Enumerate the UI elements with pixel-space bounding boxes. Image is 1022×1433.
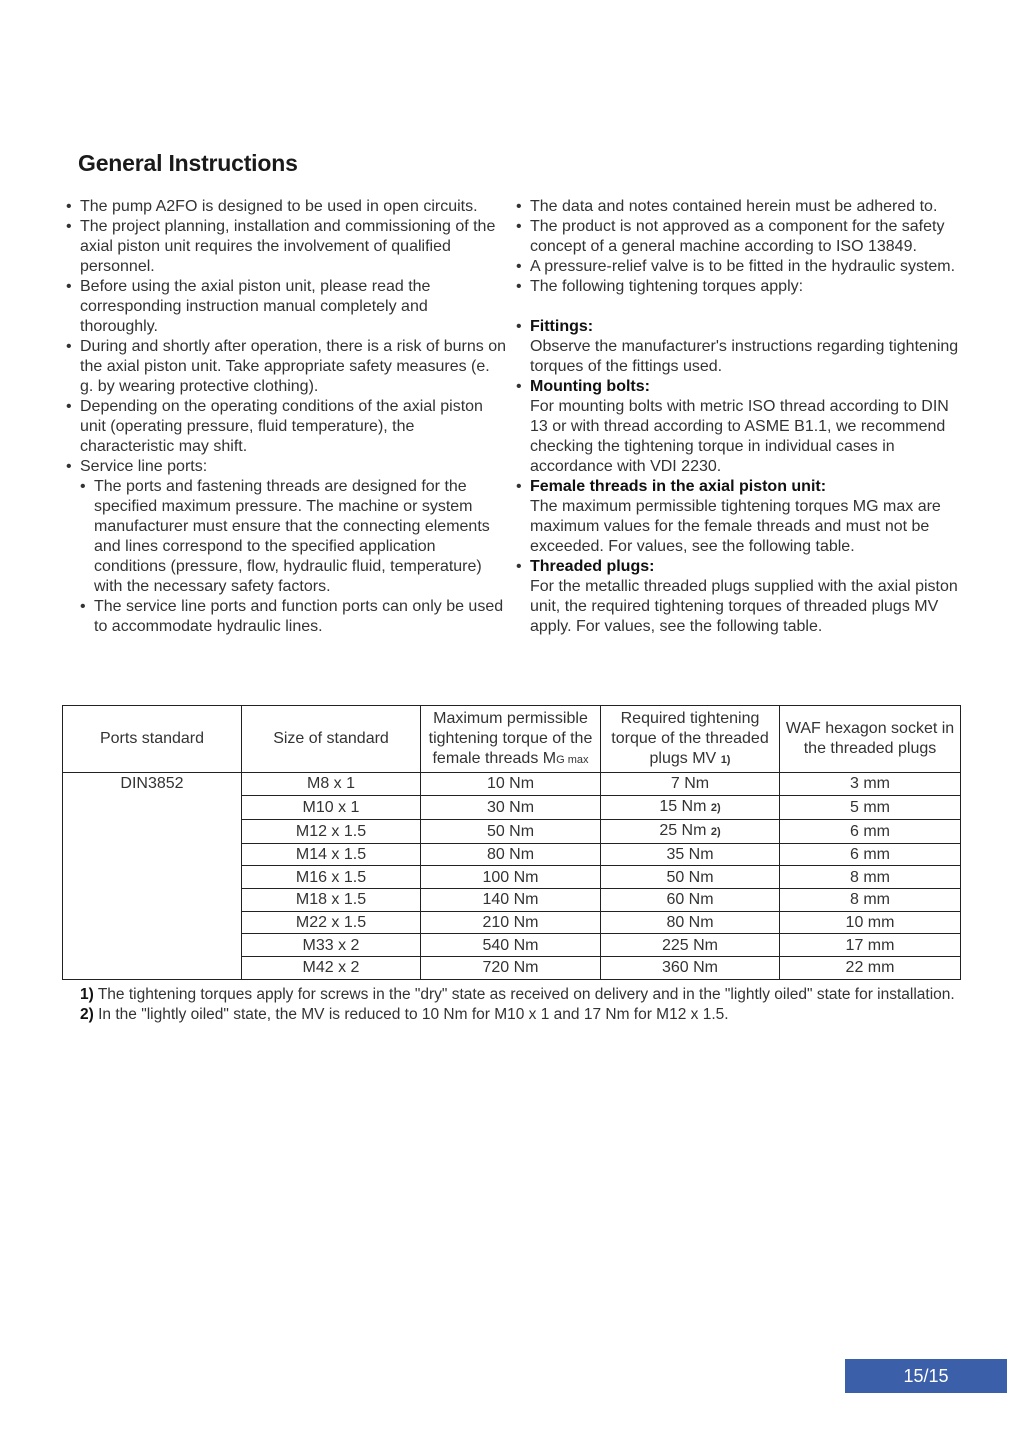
- list-item: • Service line ports:: [62, 457, 507, 477]
- cell-max-torque-value: 720 Nm: [482, 959, 539, 977]
- item-heading: Female threads in the axial piston unit:: [530, 478, 827, 495]
- cell-size-value: M16 x 1.5: [295, 868, 367, 886]
- cell-max-torque-value: 50 Nm: [486, 822, 535, 840]
- list-item: • A pressure-relief valve is to be fitted in the hydraulic system.: [512, 257, 962, 277]
- cell-waf: [780, 795, 961, 819]
- item-body: For the metallic threaded plugs supplied with the axial piston unit, the required tightening torques of threaded plugs MV apply. For values, see the following table.: [530, 578, 958, 635]
- cell-waf: [780, 843, 961, 866]
- list-item: • During and shortly after operation, there is a risk of burns on the axial piston unit. Take appropriate safety measures (e. g. by wearing protective clothing).: [62, 337, 507, 397]
- cell-waf-value: 6 mm: [850, 822, 890, 840]
- cell-waf: [780, 934, 961, 957]
- cell-max-torque: [421, 866, 601, 889]
- header-max-torque: [421, 706, 601, 773]
- list-item-female-threads: [512, 477, 962, 557]
- cell-required-torque-value: 15 Nm: [659, 797, 707, 815]
- footnote-mark: 2): [710, 825, 721, 838]
- cell-max-torque: [421, 957, 601, 980]
- cell-waf-value: 3 mm: [850, 775, 890, 793]
- list-spacer: [512, 297, 962, 317]
- cell-size: [242, 934, 421, 957]
- footnote-mark: 1): [80, 986, 94, 1003]
- footnote-text: The tightening torques apply for screws in the "dry" state as received on delivery and in the "lightly oiled" state for installation.: [97, 986, 955, 1003]
- footnote-text: In the "lightly oiled" state, the MV is reduced to 10 Nm for M10 x 1 and 17 Nm for M12 x 1.5.: [98, 1006, 729, 1023]
- cell-max-torque-value: 210 Nm: [482, 914, 539, 932]
- table-body: [63, 773, 961, 980]
- cell-max-torque: [421, 819, 601, 843]
- tightening-torque-table: [62, 705, 961, 980]
- cell-required-torque-value: 7 Nm: [670, 775, 710, 793]
- footnote-2: [80, 1005, 955, 1025]
- cell-max-torque-value: 100 Nm: [482, 868, 539, 886]
- left-instruction-list: [62, 197, 507, 637]
- cell-waf: [780, 866, 961, 889]
- cell-required-torque-value: 225 Nm: [661, 936, 719, 954]
- cell-required-torque: [601, 934, 780, 957]
- cell-size-value: M12 x 1.5: [295, 822, 367, 840]
- cell-waf: [780, 957, 961, 980]
- cell-required-torque-value: 35 Nm: [666, 846, 714, 864]
- cell-waf-value: 17 mm: [845, 936, 895, 954]
- cell-required-torque-value: 360 Nm: [661, 959, 719, 977]
- right-instruction-list: [512, 197, 962, 637]
- item-body: The maximum permissible tightening torques MG max are maximum values for the female threads and must not be exceeded. For values, see the following table.: [530, 498, 941, 555]
- page-number-badge: 15/15: [845, 1359, 1007, 1393]
- cell-max-torque: [421, 773, 601, 796]
- list-item-fittings: [512, 317, 962, 377]
- cell-waf-value: 6 mm: [850, 846, 890, 864]
- cell-waf-value: 5 mm: [850, 798, 890, 816]
- cell-required-torque: [601, 866, 780, 889]
- cell-required-torque: [601, 957, 780, 980]
- header-required-torque-label: Required tightening torque of the threaded plugs MV: [611, 709, 769, 767]
- header-ports-standard: Ports standard: [63, 706, 242, 773]
- cell-waf: [780, 889, 961, 912]
- item-heading: Fittings:: [530, 318, 594, 335]
- cell-size-value: M18 x 1.5: [295, 891, 367, 909]
- cell-size: [242, 911, 421, 934]
- list-item: • Before using the axial piston unit, please read the corresponding instruction manual completely and thoroughly.: [62, 277, 507, 337]
- cell-required-torque: [601, 911, 780, 934]
- cell-ports-standard: DIN3852: [63, 773, 242, 980]
- cell-waf: [780, 819, 961, 843]
- cell-size-value: M33 x 2: [302, 936, 360, 954]
- cell-max-torque-value: 80 Nm: [486, 846, 535, 864]
- cell-size-value: M8 x 1: [306, 775, 355, 793]
- cell-size: [242, 843, 421, 866]
- cell-size: [242, 795, 421, 819]
- header-max-torque-label: Maximum permissible tightening torque of the female threads M: [428, 709, 593, 767]
- list-item: • Depending on the operating conditions of the axial piston unit (operating pressure, fluid temperature), the characteristic may shift.: [62, 397, 507, 457]
- header-size-of-standard: Size of standard: [242, 706, 421, 773]
- cell-waf-value: 10 mm: [845, 914, 895, 932]
- cell-max-torque: [421, 911, 601, 934]
- cell-size-value: M14 x 1.5: [295, 846, 367, 864]
- cell-required-torque-value: 60 Nm: [666, 891, 714, 909]
- cell-size: [242, 889, 421, 912]
- cell-size: [242, 773, 421, 796]
- list-item: • The product is not approved as a component for the safety concept of a general machine according to ISO 13849.: [512, 217, 962, 257]
- item-heading: Threaded plugs:: [530, 558, 655, 575]
- item-body: Observe the manufacturer's instructions regarding tightening torques of the fittings used.: [530, 338, 959, 375]
- page-title: General Instructions: [78, 150, 298, 176]
- footnote-1: [80, 985, 955, 1005]
- cell-required-torque: [601, 843, 780, 866]
- cell-size: [242, 866, 421, 889]
- cell-waf-value: 8 mm: [850, 891, 890, 909]
- cell-required-torque: [601, 819, 780, 843]
- footnote-mark: 2): [80, 1006, 94, 1023]
- cell-size-value: M10 x 1: [302, 798, 360, 816]
- cell-waf: [780, 773, 961, 796]
- cell-required-torque: [601, 773, 780, 796]
- cell-waf-value: 22 mm: [845, 959, 895, 977]
- cell-max-torque: [421, 934, 601, 957]
- cell-max-torque: [421, 795, 601, 819]
- sub-list-item: • The ports and fastening threads are designed for the specified maximum pressure. The machine or system manufacturer must ensure that the connecting elements and lines correspond to the specified application conditions (pressure, flow, hydraulic fluid, temperature) with the necessary safety factors.: [62, 477, 507, 597]
- cell-size-value: M22 x 1.5: [295, 914, 367, 932]
- list-item: • The project planning, installation and commissioning of the axial piston unit requires the involvement of qualified personnel.: [62, 217, 507, 277]
- sub-list-item: • The service line ports and function ports can only be used to accommodate hydraulic lines.: [62, 597, 507, 637]
- cell-max-torque-value: 140 Nm: [482, 891, 539, 909]
- cell-max-torque-value: 540 Nm: [482, 936, 539, 954]
- item-heading: Mounting bolts:: [530, 378, 650, 395]
- table-header-row: [63, 706, 961, 773]
- header-max-torque-subscript: G max: [556, 753, 589, 766]
- cell-required-torque: [601, 889, 780, 912]
- header-required-torque: [601, 706, 780, 773]
- cell-max-torque: [421, 843, 601, 866]
- footnote-mark: 1): [720, 753, 731, 766]
- list-item: • The pump A2FO is designed to be used in open circuits.: [62, 197, 507, 217]
- cell-required-torque-value: 80 Nm: [666, 914, 714, 932]
- cell-required-torque-value: 25 Nm: [659, 821, 707, 839]
- table-row: [63, 773, 961, 796]
- footnote-mark: 2): [710, 801, 721, 814]
- list-item-mounting-bolts: [512, 377, 962, 477]
- cell-size: [242, 819, 421, 843]
- cell-max-torque-value: 30 Nm: [486, 798, 535, 816]
- cell-waf: [780, 911, 961, 934]
- list-item-threaded-plugs: [512, 557, 962, 637]
- item-body: For mounting bolts with metric ISO thread according to DIN 13 or with thread according to ASME B1.1, we recommend checking the tightening torque in individual cases in accordance with VDI 2230.: [530, 398, 949, 475]
- cell-waf-value: 8 mm: [850, 868, 890, 886]
- cell-required-torque-value: 50 Nm: [666, 868, 714, 886]
- header-waf: WAF hexagon socket in the threaded plugs: [780, 706, 961, 773]
- cell-max-torque-value: 10 Nm: [486, 775, 535, 793]
- list-item: • The following tightening torques apply:: [512, 277, 962, 297]
- cell-max-torque: [421, 889, 601, 912]
- cell-size: [242, 957, 421, 980]
- list-item: • The data and notes contained herein must be adhered to.: [512, 197, 962, 217]
- cell-size-value: M42 x 2: [302, 959, 360, 977]
- table-footnotes: [80, 985, 955, 1025]
- cell-required-torque: [601, 795, 780, 819]
